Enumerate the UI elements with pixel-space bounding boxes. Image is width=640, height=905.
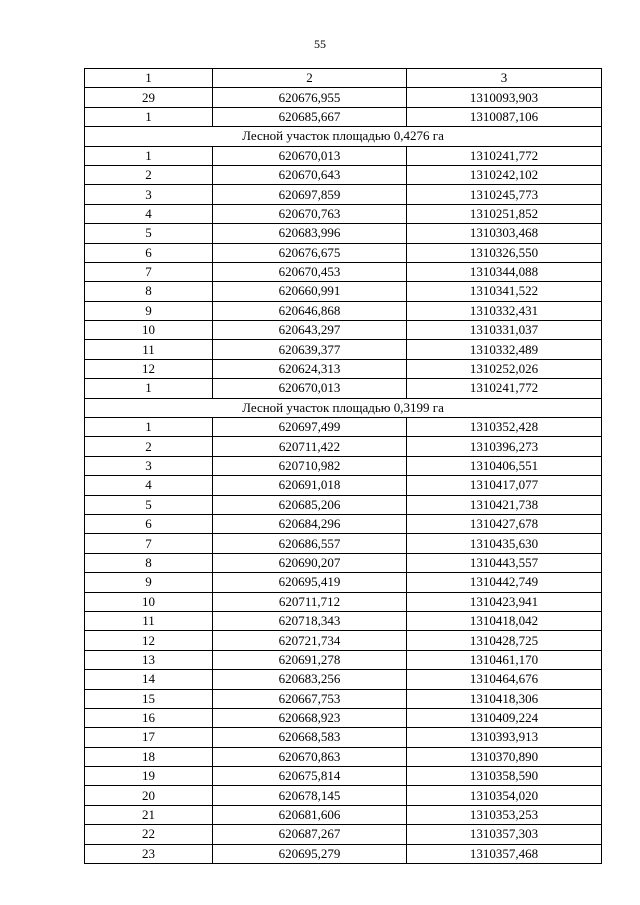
point-number-cell: 6 (85, 514, 213, 533)
x-coordinate-cell: 620687,267 (213, 825, 407, 844)
x-coordinate-cell: 620683,996 (213, 224, 407, 243)
x-coordinate-cell: 620668,583 (213, 728, 407, 747)
point-number-cell: 20 (85, 786, 213, 805)
table-row (85, 631, 602, 650)
point-number-cell: 2 (85, 437, 213, 456)
table-row (85, 689, 602, 708)
x-coordinate-cell: 620718,343 (213, 611, 407, 630)
y-coordinate-cell: 1310241,772 (407, 146, 602, 165)
table-row (85, 728, 602, 747)
y-coordinate-cell: 1310393,913 (407, 728, 602, 747)
table-row (85, 495, 602, 514)
table-row (85, 224, 602, 243)
y-coordinate-cell: 1310352,428 (407, 418, 602, 437)
table-row (85, 786, 602, 805)
column-header-x: 2 (213, 69, 407, 88)
y-coordinate-cell: 1310435,630 (407, 534, 602, 553)
table-header-row (85, 69, 602, 88)
coordinates-table (84, 68, 602, 864)
table-row (85, 747, 602, 766)
point-number-cell: 7 (85, 534, 213, 553)
table-row (85, 573, 602, 592)
point-number-cell: 29 (85, 88, 213, 107)
y-coordinate-cell: 1310354,020 (407, 786, 602, 805)
section-row (85, 127, 602, 146)
point-number-cell: 7 (85, 262, 213, 281)
table-row (85, 514, 602, 533)
y-coordinate-cell: 1310357,303 (407, 825, 602, 844)
table-row (85, 321, 602, 340)
table-row (85, 107, 602, 126)
table-row (85, 670, 602, 689)
y-coordinate-cell: 1310087,106 (407, 107, 602, 126)
point-number-cell: 10 (85, 321, 213, 340)
point-number-cell: 18 (85, 747, 213, 766)
y-coordinate-cell: 1310421,738 (407, 495, 602, 514)
point-number-cell: 9 (85, 301, 213, 320)
point-number-cell: 4 (85, 204, 213, 223)
table-row (85, 185, 602, 204)
point-number-cell: 4 (85, 476, 213, 495)
x-coordinate-cell: 620681,606 (213, 805, 407, 824)
page-number: 55 (314, 37, 326, 51)
y-coordinate-cell: 1310357,468 (407, 844, 602, 863)
point-number-cell: 19 (85, 767, 213, 786)
point-number-cell: 8 (85, 553, 213, 572)
y-coordinate-cell: 1310443,557 (407, 553, 602, 572)
x-coordinate-cell: 620721,734 (213, 631, 407, 650)
point-number-cell: 14 (85, 670, 213, 689)
table-row (85, 592, 602, 611)
point-number-cell: 12 (85, 359, 213, 378)
x-coordinate-cell: 620686,557 (213, 534, 407, 553)
x-coordinate-cell: 620684,296 (213, 514, 407, 533)
section-row (85, 398, 602, 417)
table-row (85, 534, 602, 553)
point-number-cell: 12 (85, 631, 213, 650)
point-number-cell: 22 (85, 825, 213, 844)
y-coordinate-cell: 1310428,725 (407, 631, 602, 650)
point-number-cell: 5 (85, 224, 213, 243)
x-coordinate-cell: 620683,256 (213, 670, 407, 689)
column-header-number: 1 (85, 69, 213, 88)
table-row (85, 340, 602, 359)
x-coordinate-cell: 620695,419 (213, 573, 407, 592)
table-row (85, 825, 602, 844)
point-number-cell: 11 (85, 611, 213, 630)
y-coordinate-cell: 1310241,772 (407, 379, 602, 398)
table-row (85, 553, 602, 572)
point-number-cell: 16 (85, 708, 213, 727)
table-row (85, 456, 602, 475)
x-coordinate-cell: 620668,923 (213, 708, 407, 727)
table-row (85, 379, 602, 398)
x-coordinate-cell: 620670,643 (213, 165, 407, 184)
y-coordinate-cell: 1310406,551 (407, 456, 602, 475)
point-number-cell: 17 (85, 728, 213, 747)
table-row (85, 767, 602, 786)
x-coordinate-cell: 620711,422 (213, 437, 407, 456)
y-coordinate-cell: 1310252,026 (407, 359, 602, 378)
table-row (85, 359, 602, 378)
x-coordinate-cell: 620670,863 (213, 747, 407, 766)
x-coordinate-cell: 620695,279 (213, 844, 407, 863)
y-coordinate-cell: 1310331,037 (407, 321, 602, 340)
point-number-cell: 1 (85, 107, 213, 126)
y-coordinate-cell: 1310409,224 (407, 708, 602, 727)
x-coordinate-cell: 620675,814 (213, 767, 407, 786)
table-row (85, 204, 602, 223)
table-row (85, 88, 602, 107)
point-number-cell: 8 (85, 282, 213, 301)
point-number-cell: 15 (85, 689, 213, 708)
x-coordinate-cell: 620643,297 (213, 321, 407, 340)
point-number-cell: 9 (85, 573, 213, 592)
table-row (85, 437, 602, 456)
y-coordinate-cell: 1310418,306 (407, 689, 602, 708)
y-coordinate-cell: 1310245,773 (407, 185, 602, 204)
x-coordinate-cell: 620711,712 (213, 592, 407, 611)
point-number-cell: 10 (85, 592, 213, 611)
table-row (85, 708, 602, 727)
table-row (85, 262, 602, 281)
x-coordinate-cell: 620646,868 (213, 301, 407, 320)
x-coordinate-cell: 620676,955 (213, 88, 407, 107)
point-number-cell: 1 (85, 146, 213, 165)
x-coordinate-cell: 620670,013 (213, 146, 407, 165)
point-number-cell: 3 (85, 456, 213, 475)
point-number-cell: 23 (85, 844, 213, 863)
y-coordinate-cell: 1310303,468 (407, 224, 602, 243)
table-row (85, 418, 602, 437)
section-title: Лесной участок площадью 0,3199 га (85, 398, 602, 417)
x-coordinate-cell: 620660,991 (213, 282, 407, 301)
x-coordinate-cell: 620670,013 (213, 379, 407, 398)
y-coordinate-cell: 1310344,088 (407, 262, 602, 281)
x-coordinate-cell: 620691,278 (213, 650, 407, 669)
y-coordinate-cell: 1310396,273 (407, 437, 602, 456)
table-row (85, 476, 602, 495)
point-number-cell: 11 (85, 340, 213, 359)
x-coordinate-cell: 620678,145 (213, 786, 407, 805)
x-coordinate-cell: 620670,453 (213, 262, 407, 281)
y-coordinate-cell: 1310358,590 (407, 767, 602, 786)
y-coordinate-cell: 1310370,890 (407, 747, 602, 766)
point-number-cell: 21 (85, 805, 213, 824)
y-coordinate-cell: 1310341,522 (407, 282, 602, 301)
x-coordinate-cell: 620639,377 (213, 340, 407, 359)
x-coordinate-cell: 620685,667 (213, 107, 407, 126)
section-title: Лесной участок площадью 0,4276 га (85, 127, 602, 146)
point-number-cell: 1 (85, 418, 213, 437)
point-number-cell: 13 (85, 650, 213, 669)
y-coordinate-cell: 1310332,489 (407, 340, 602, 359)
x-coordinate-cell: 620697,859 (213, 185, 407, 204)
y-coordinate-cell: 1310464,676 (407, 670, 602, 689)
table-row (85, 301, 602, 320)
y-coordinate-cell: 1310423,941 (407, 592, 602, 611)
x-coordinate-cell: 620690,207 (213, 553, 407, 572)
x-coordinate-cell: 620670,763 (213, 204, 407, 223)
x-coordinate-cell: 620667,753 (213, 689, 407, 708)
x-coordinate-cell: 620710,982 (213, 456, 407, 475)
y-coordinate-cell: 1310427,678 (407, 514, 602, 533)
point-number-cell: 1 (85, 379, 213, 398)
y-coordinate-cell: 1310461,170 (407, 650, 602, 669)
y-coordinate-cell: 1310251,852 (407, 204, 602, 223)
x-coordinate-cell: 620697,499 (213, 418, 407, 437)
table-row (85, 805, 602, 824)
y-coordinate-cell: 1310353,253 (407, 805, 602, 824)
y-coordinate-cell: 1310093,903 (407, 88, 602, 107)
y-coordinate-cell: 1310332,431 (407, 301, 602, 320)
x-coordinate-cell: 620691,018 (213, 476, 407, 495)
point-number-cell: 5 (85, 495, 213, 514)
point-number-cell: 6 (85, 243, 213, 262)
table-row (85, 650, 602, 669)
y-coordinate-cell: 1310417,077 (407, 476, 602, 495)
table-row (85, 611, 602, 630)
point-number-cell: 3 (85, 185, 213, 204)
y-coordinate-cell: 1310242,102 (407, 165, 602, 184)
point-number-cell: 2 (85, 165, 213, 184)
table-row (85, 165, 602, 184)
table-row (85, 844, 602, 863)
x-coordinate-cell: 620624,313 (213, 359, 407, 378)
column-header-y: 3 (407, 69, 602, 88)
y-coordinate-cell: 1310418,042 (407, 611, 602, 630)
x-coordinate-cell: 620676,675 (213, 243, 407, 262)
table-row (85, 282, 602, 301)
y-coordinate-cell: 1310326,550 (407, 243, 602, 262)
table-row (85, 146, 602, 165)
y-coordinate-cell: 1310442,749 (407, 573, 602, 592)
x-coordinate-cell: 620685,206 (213, 495, 407, 514)
coordinates-table-body (85, 69, 602, 864)
table-row (85, 243, 602, 262)
